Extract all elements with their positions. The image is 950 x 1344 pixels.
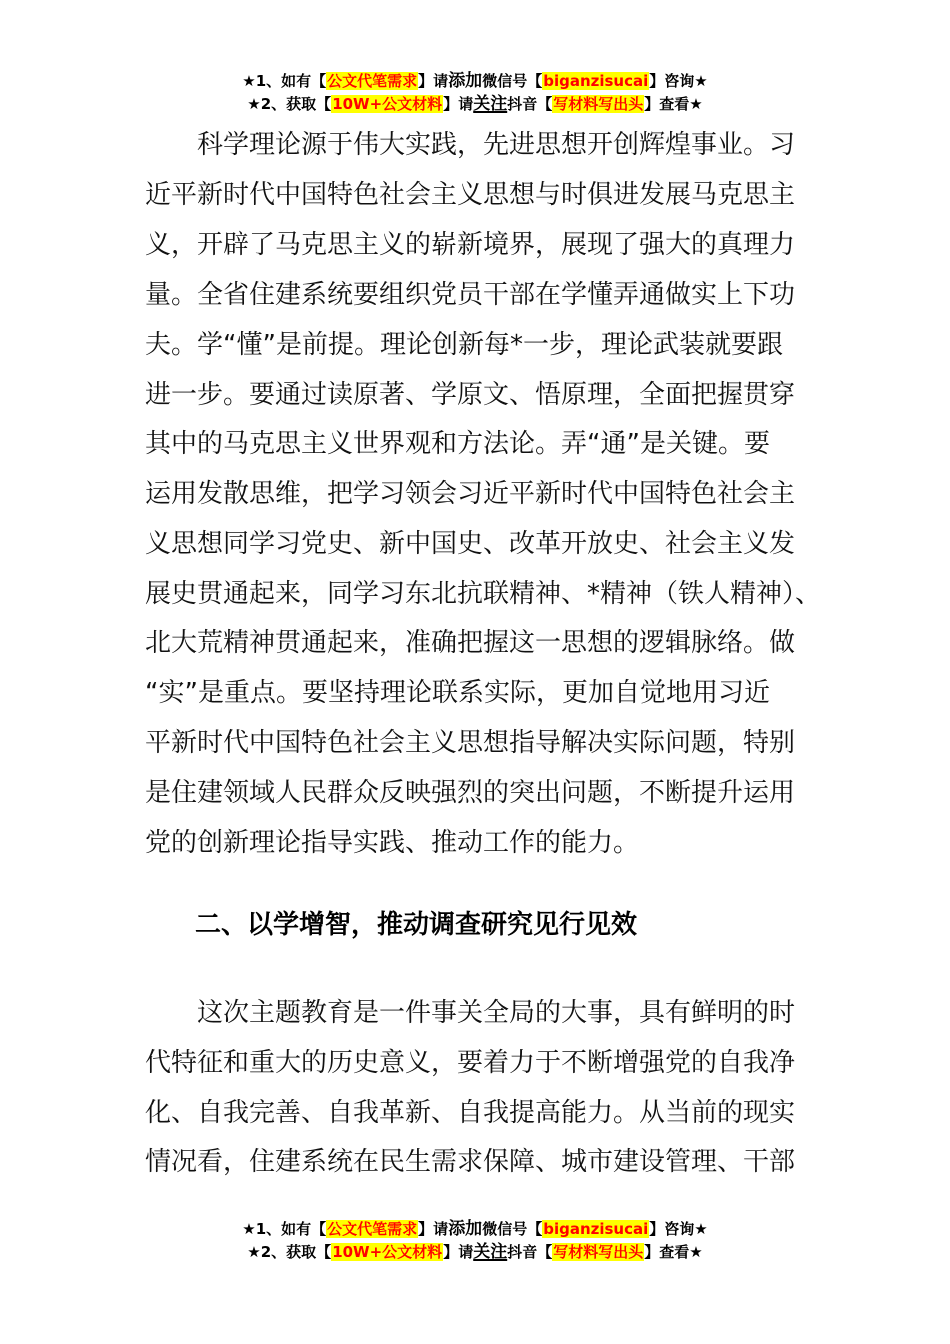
text-line: 平新时代中国特色社会主义思想指导解决实际问题，特别	[145, 728, 796, 758]
highlight-douyin-account: 写材料写出头	[553, 1243, 644, 1261]
highlight-materials: 10W+公文材料	[332, 95, 443, 113]
text-line: 运用发散思维，把学习领会习近平新时代中国特色社会主	[145, 479, 796, 509]
text-line: 化、自我完善、自我革新、自我提高能力。从当前的现实	[145, 1098, 796, 1128]
text-line: 这次主题教育是一件事关全局的大事，具有鲜明的时	[145, 998, 796, 1028]
highlight-materials: 10W+公文材料	[332, 1243, 443, 1261]
highlight-service: 公文代笔需求	[327, 1220, 418, 1238]
text-line: 进一步。要通过读原著、学原文、悟原理，全面把握贯穿	[145, 380, 796, 410]
highlight-wechat-id: biganzisucai	[543, 72, 649, 90]
section-heading: 二、以学增智，推动调查研究见行见效	[195, 910, 638, 940]
text-line: “实”是重点。要坚持理论联系实际，更加自觉地用习近	[145, 678, 770, 708]
text-line: 科学理论源于伟大实践，先进思想开创辉煌事业。习	[145, 130, 796, 160]
banner-line-2: ★2、获取【10W+公文材料】请关注抖音【写材料写出头】查看★	[247, 1242, 703, 1262]
highlight-douyin-account: 写材料写出头	[553, 95, 644, 113]
text-line: 近平新时代中国特色社会主义思想与时俱进发展马克思主	[145, 180, 796, 210]
highlight-service: 公文代笔需求	[327, 72, 418, 90]
text-line: 义思想同学习党史、新中国史、改革开放史、社会主义发	[145, 529, 796, 559]
text-line: 展史贯通起来，同学习东北抗联精神、*精神（铁人精神）、	[145, 579, 822, 609]
text-line: 北大荒精神贯通起来，准确把握这一思想的逻辑脉络。做	[145, 628, 796, 658]
text-line: 代特征和重大的历史意义，要着力于不断增强党的自我净	[145, 1048, 796, 1078]
highlight-wechat-id: biganzisucai	[543, 1220, 649, 1238]
footer-banner	[0, 1218, 950, 1264]
text-line: 是住建领域人民群众反映强烈的突出问题，不断提升运用	[145, 778, 796, 808]
text-line: 其中的马克思主义世界观和方法论。弄“通”是关键。要	[145, 429, 770, 459]
banner-line-2: ★2、获取【10W+公文材料】请关注抖音【写材料写出头】查看★	[247, 94, 703, 114]
text-line: 义，开辟了马克思主义的崭新境界，展现了强大的真理力	[145, 230, 796, 260]
text-line: 夫。学“懂”是前提。理论创新每*一步，理论武装就要跟	[145, 330, 783, 360]
text-line: 量。全省住建系统要组织党员干部在学懂弄通做实上下功	[145, 280, 796, 310]
text-line: 情况看，住建系统在民生需求保障、城市建设管理、干部	[145, 1147, 796, 1177]
header-banner	[0, 70, 950, 116]
banner-line-1: ★1、如有【公文代笔需求】请添加微信号【biganzisucai】咨询★	[242, 1219, 708, 1239]
banner-line-1: ★1、如有【公文代笔需求】请添加微信号【biganzisucai】咨询★	[242, 71, 708, 91]
text-line: 党的创新理论指导实践、推动工作的能力。	[145, 828, 640, 858]
